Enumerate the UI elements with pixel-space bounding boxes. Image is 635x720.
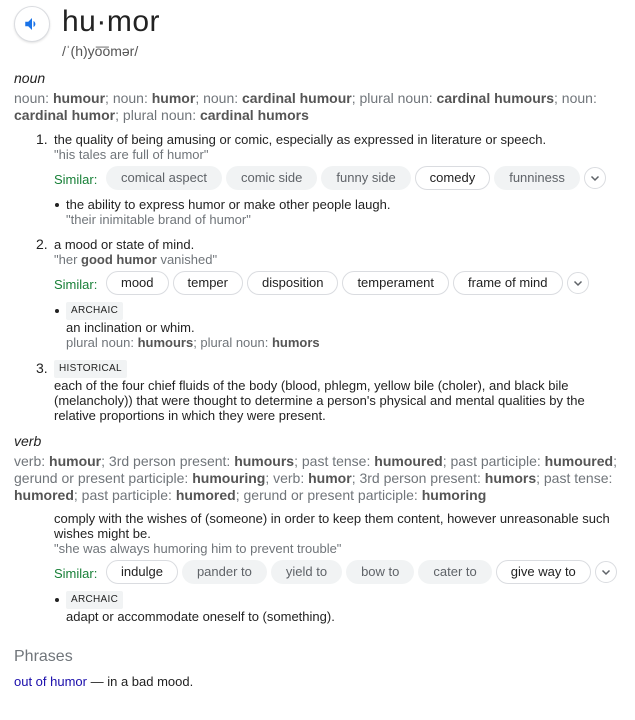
noun-forms (14, 90, 614, 124)
phrase-meaning: — in a bad mood. (87, 674, 194, 689)
inflection-form: humor (308, 470, 352, 486)
similar-chip[interactable]: comic side (226, 166, 317, 190)
inflection-label: ; plural noun: (115, 107, 200, 123)
sub-forms: plural noun: humours; plural noun: humors (66, 335, 320, 350)
phrase-link[interactable]: out of humor (14, 674, 87, 689)
more-similar-button[interactable] (567, 272, 589, 294)
inflection-label: ; past tense: (536, 470, 613, 486)
definition: a mood or state of mind. (54, 237, 195, 252)
inflection-form: humour (49, 453, 102, 469)
inflection-form: humoured (544, 453, 614, 469)
phonetic: /ˈ(h)yo͞omər/ (62, 43, 139, 59)
definition: comply with the wishes of (someone) in order to keep them content, however unreasonable such wishes might be. (54, 511, 610, 541)
bullet (55, 598, 59, 602)
phrase-item (14, 673, 193, 691)
pronunciation-button[interactable] (14, 6, 50, 42)
similar-chip[interactable]: disposition (247, 271, 338, 295)
similar-chip[interactable]: indulge (106, 560, 178, 584)
similar-chips (106, 271, 589, 295)
inflection-label: ; verb: (265, 470, 309, 486)
register-tag: HISTORICAL (54, 360, 127, 378)
similar-label: Similar: (54, 566, 98, 581)
similar-chip[interactable]: bow to (346, 560, 414, 584)
chevron-down-icon (590, 173, 600, 183)
inflection-form: humoring (421, 487, 487, 503)
sense-number: 1. (36, 131, 48, 147)
chevron-down-icon (573, 278, 583, 288)
sub-definition: an inclination or whim. (66, 320, 195, 335)
more-similar-button[interactable] (584, 167, 606, 189)
inflection-form: cardinal humor (14, 107, 116, 123)
inflection-label: ; 3rd person present: (101, 453, 235, 469)
inflection-label: ; past participle: (73, 487, 176, 503)
similar-chip[interactable]: temper (173, 271, 243, 295)
inflection-form: humored (175, 487, 236, 503)
inflection-form: humoured (374, 453, 443, 469)
bullet (55, 309, 59, 313)
similar-chip[interactable]: give way to (496, 560, 591, 584)
similar-chip[interactable]: funniness (494, 166, 580, 190)
inflection-label: ; plural noun: (351, 90, 437, 106)
similar-chips (106, 560, 617, 584)
inflection-form: humours (234, 453, 295, 469)
inflection-label: ; noun: (195, 90, 243, 106)
inflection-label: noun: (14, 90, 53, 106)
definition: the quality of being amusing or comic, especially as expressed in literature or speech. (54, 132, 547, 147)
inflection-label: ; past participle: (442, 453, 545, 469)
speaker-icon (23, 15, 41, 33)
inflection-label: ; noun: (554, 90, 597, 106)
similar-chip[interactable]: frame of mind (453, 271, 562, 295)
similar-chip[interactable]: comical aspect (106, 166, 222, 190)
more-similar-button[interactable] (595, 561, 617, 583)
example: "she was always humoring him to prevent trouble" (54, 541, 342, 556)
bullet (55, 203, 59, 207)
headword: hu·mor (62, 5, 161, 38)
inflection-label: ; gerund or present participle: (14, 453, 617, 486)
inflection-form: cardinal humour (242, 90, 352, 106)
inflection-label: ; 3rd person present: (351, 470, 485, 486)
inflection-label: ; past tense: (294, 453, 375, 469)
inflection-form: humors (484, 470, 537, 486)
inflection-form: cardinal humors (199, 107, 309, 123)
similar-chip[interactable]: comedy (415, 166, 491, 190)
verb-forms (14, 453, 619, 504)
inflection-form: humor (151, 90, 196, 106)
phrases-heading: Phrases (14, 648, 73, 665)
chevron-down-icon (601, 567, 611, 577)
sub-example: "their inimitable brand of humor" (66, 212, 251, 227)
similar-label: Similar: (54, 277, 98, 292)
inflection-form: cardinal humours (436, 90, 555, 106)
register-tag: ARCHAIC (66, 302, 123, 320)
inflection-form: humored (14, 487, 74, 503)
pos-verb: verb (14, 433, 42, 449)
register-tag: ARCHAIC (66, 591, 123, 609)
sense-number: 2. (36, 236, 48, 252)
sub-definition: the ability to express humor or make other people laugh. (66, 197, 391, 212)
similar-chip[interactable]: yield to (271, 560, 342, 584)
example: "his tales are full of humor" (54, 147, 209, 162)
similar-chip[interactable]: pander to (182, 560, 267, 584)
similar-chips (106, 166, 606, 190)
sense-number: 3. (36, 360, 48, 376)
definition: each of the four chief fluids of the body (blood, phlegm, yellow bile (choler), and black bile (melancholy)) that were thought to determine a person's physical and mental qualities by the relative proportions in which they were present. (54, 378, 585, 423)
similar-chip[interactable]: funny side (321, 166, 410, 190)
inflection-label: ; noun: (105, 90, 152, 106)
similar-chip[interactable]: temperament (342, 271, 449, 295)
inflection-form: humour (52, 90, 106, 106)
inflection-label: verb: (14, 453, 50, 469)
inflection-form: humouring (192, 470, 266, 486)
sub-definition: adapt or accommodate oneself to (something). (66, 609, 335, 624)
similar-chip[interactable]: mood (106, 271, 169, 295)
similar-chip[interactable]: cater to (418, 560, 491, 584)
inflection-label: ; gerund or present participle: (235, 487, 422, 503)
similar-label: Similar: (54, 172, 98, 187)
pos-noun: noun (14, 70, 46, 86)
example: "her good humor vanished" (54, 252, 218, 267)
